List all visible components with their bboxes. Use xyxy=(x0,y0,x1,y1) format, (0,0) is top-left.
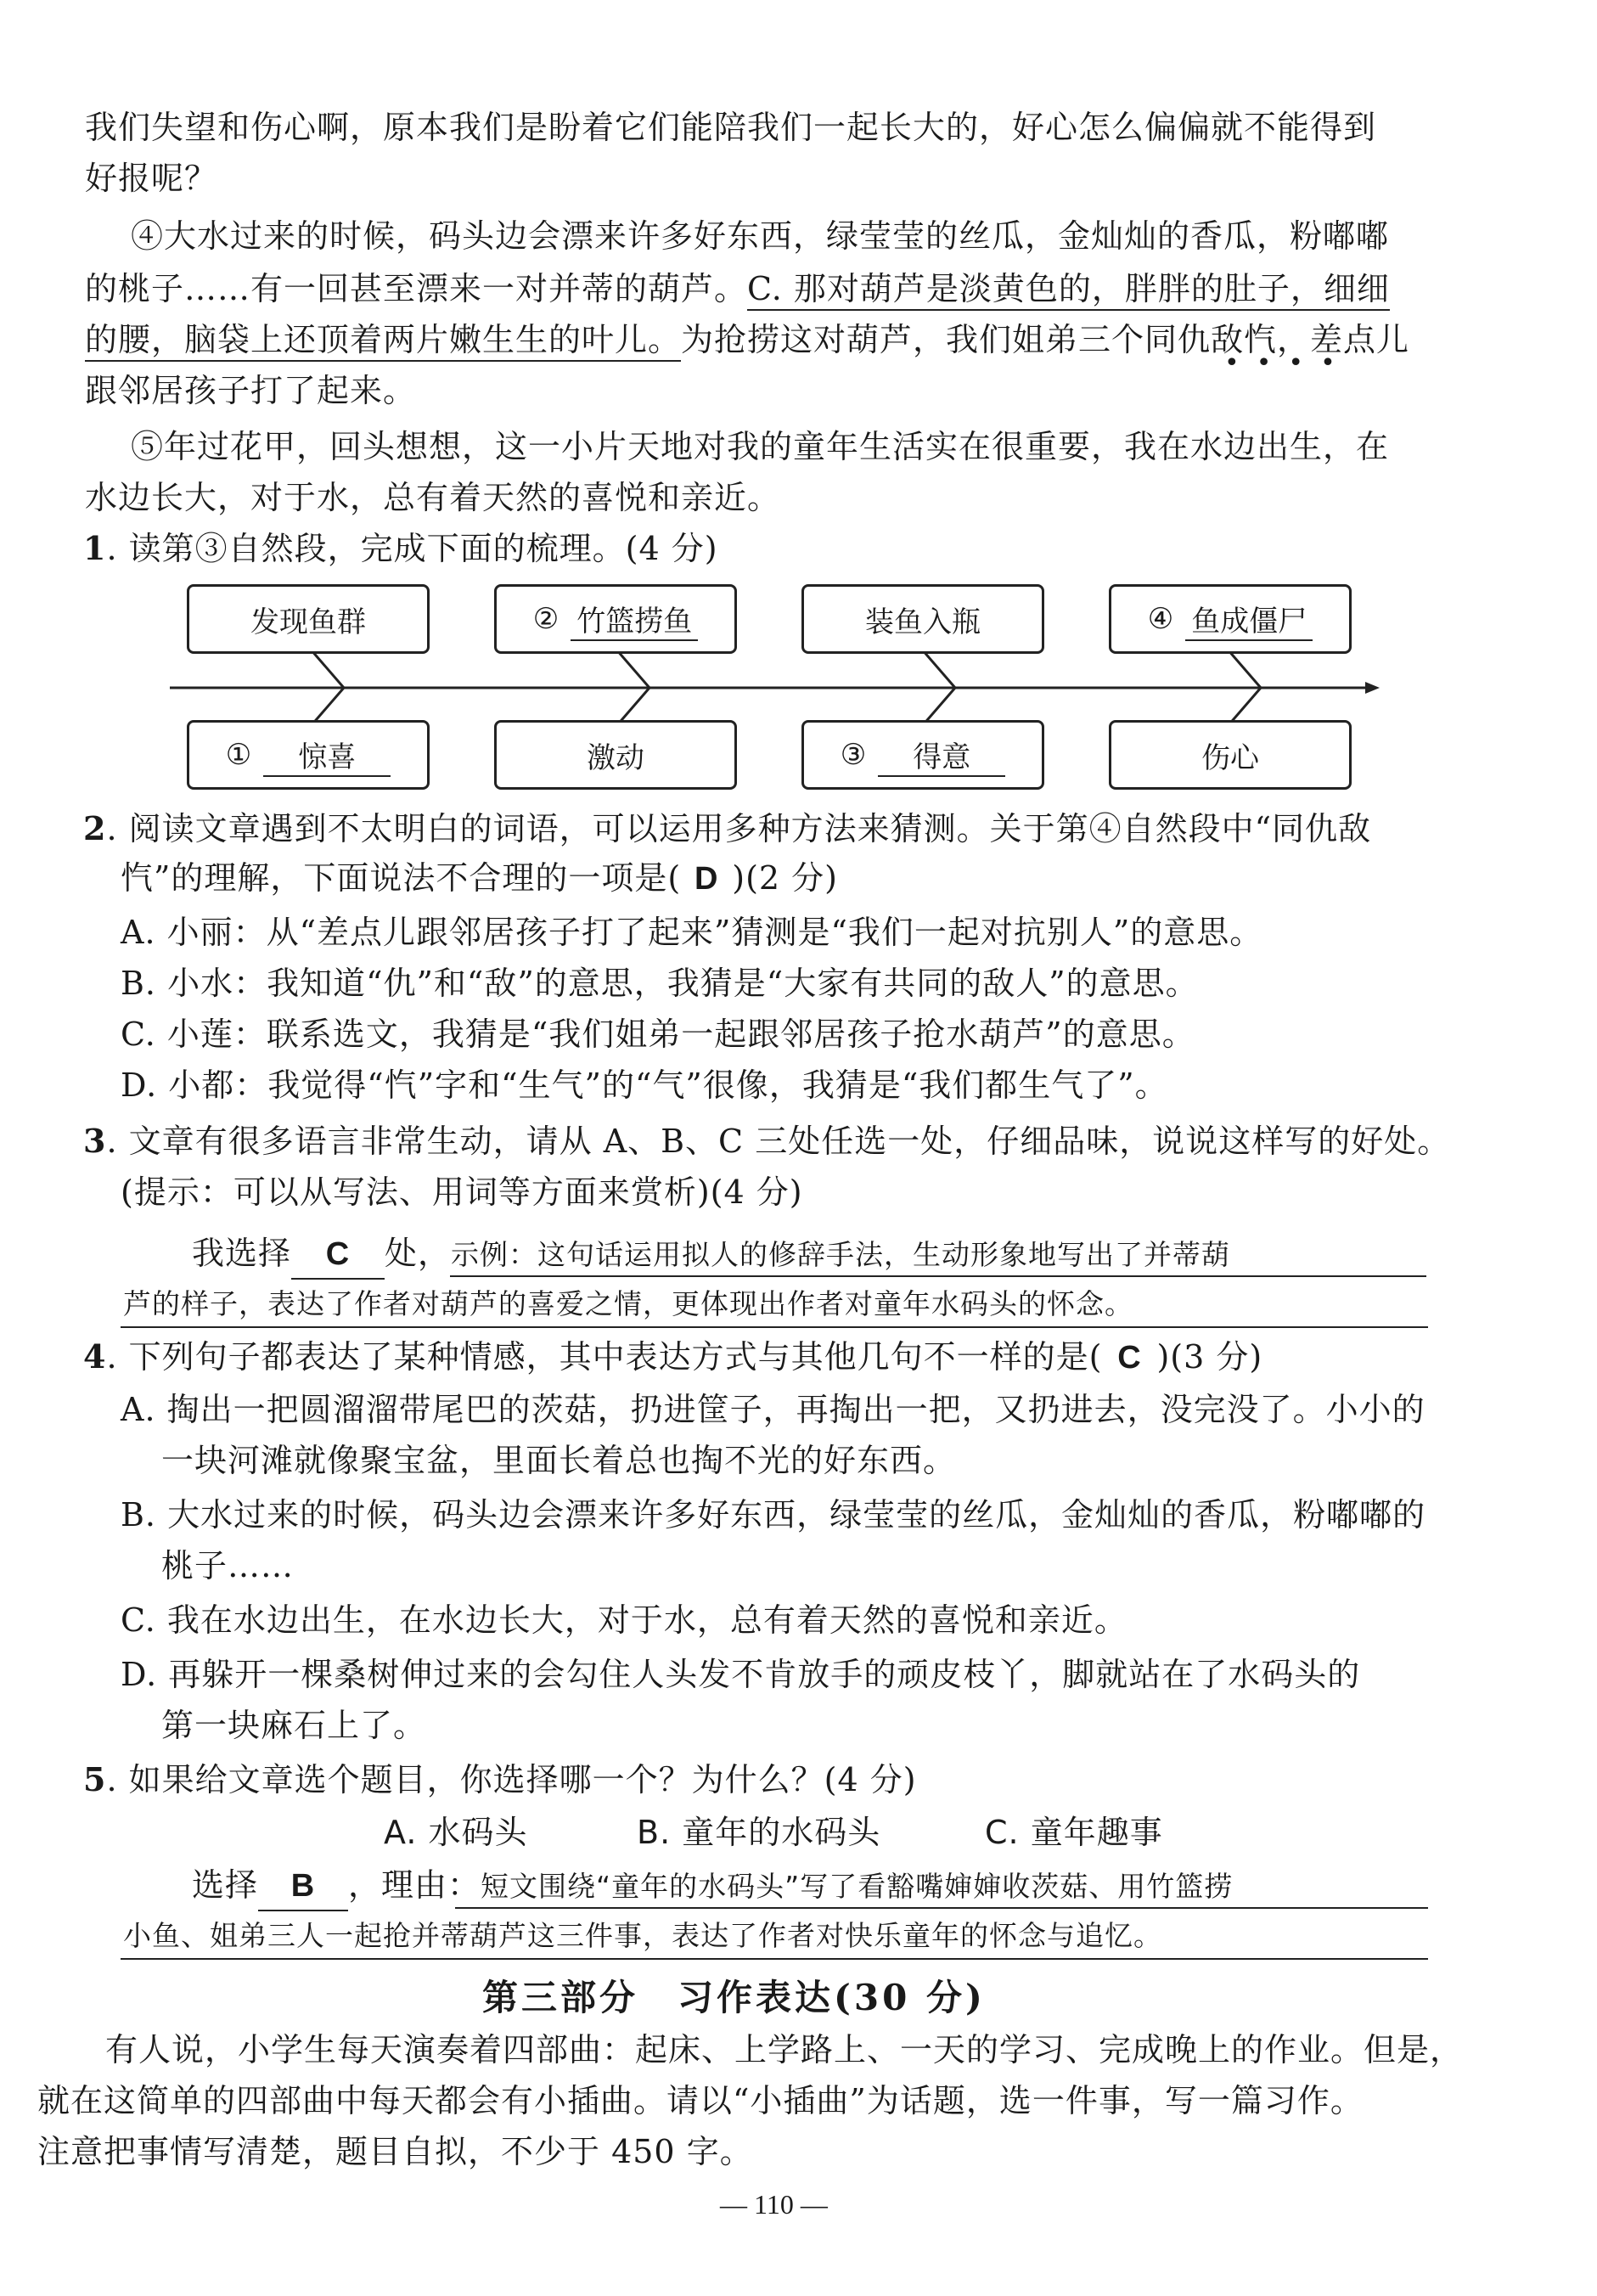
paragraph-4-line: 的腰，脑袋上还顶着两片嫩生生的叶儿。为抢捞这对葫芦，我们姐弟三个同仇敌忾，差点儿 xyxy=(85,316,1409,363)
answer-underline xyxy=(455,1907,1428,1909)
paragraph-4-line: 的桃子……有一回甚至漂来一对并蒂的葫芦。C. 那对葫芦是淡黄色的，胖胖的肚子，细细 xyxy=(85,265,1390,312)
question-2: 2. 阅读文章遇到不太明白的词语，可以运用多种方法来猜测。关于第④自然段中“同仇敌 xyxy=(83,809,1372,847)
option-continued: 一块河滩就像聚宝盆，里面长着总也掏不光的好东西。 xyxy=(161,1442,957,1479)
fishbone-top-box-3: 装鱼入瓶 xyxy=(801,584,1044,654)
question-5: 5. 如果给文章选个题目，你选择哪一个？为什么？(4 分) xyxy=(83,1760,917,1798)
option: D. 再躲开一棵桑树伸过来的会勾住人头发不肯放手的顽皮枝丫，脚就站在了水码头的 xyxy=(121,1656,1361,1693)
writing-prompt-line: 就在这简单的四部曲中每天都会有小插曲。请以“小插曲”为话题，选一件事，写一篇习作。 xyxy=(37,2082,1364,2119)
answer-underline xyxy=(121,1326,1428,1328)
dotted-idiom: 同仇敌忾 xyxy=(1144,321,1278,358)
title-choice-a: A. 水码头 xyxy=(384,1814,528,1851)
paragraph-4-line: 跟邻居孩子打了起来。 xyxy=(85,372,417,409)
answer-letter: B xyxy=(258,1862,348,1911)
spine-arrowhead xyxy=(1365,682,1380,694)
answer-underline xyxy=(450,1275,1426,1277)
title-choice-c: C. 童年趣事 xyxy=(985,1814,1163,1851)
fishbone-bottom-box-2: 激动 xyxy=(494,720,737,790)
option: B. 小水：我知道“仇”和“敌”的意思，我猜是“大家有共同的敌人”的意思。 xyxy=(121,965,1199,1002)
option: C. 我在水边出生，在水边长大，对于水，总有着天然的喜悦和亲近。 xyxy=(121,1601,1127,1639)
answer-letter: C xyxy=(1117,1340,1142,1376)
fishbone-bottom-box-3: ③ 得意 xyxy=(801,720,1044,790)
paragraph-line: 好报呢？ xyxy=(85,160,218,197)
paragraph-line: 我们失望和伤心啊，原本我们是盼着它们能陪我们一起长大的，好心怎么偏偏就不能得到 xyxy=(85,109,1377,146)
page-number: — 110 — xyxy=(720,2189,828,2220)
question-4: 4. 下列句子都表达了某种情感，其中表达方式与其他几句不一样的是( C )(3 分) xyxy=(83,1333,1262,1382)
paragraph-5-line: ⑤年过花甲，回头想想，这一小片天地对我的童年生活实在很重要，我在水边出生，在 xyxy=(131,428,1390,465)
paragraph-4-line: ④大水过来的时候，码头边会漂来许多好东西，绿莹莹的丝瓜，金灿灿的香瓜，粉嘟嘟 xyxy=(131,217,1390,255)
answer-letter: C xyxy=(291,1230,385,1280)
option: A. 掏出一把圆溜溜带尾巴的茨菇，扔进筐子，再掏出一把，又扔进去，没完没了。小小的 xyxy=(121,1391,1425,1428)
fishbone-top-box-2: ② 竹篮捞鱼 xyxy=(494,584,737,654)
writing-prompt-line: 注意把事情写清楚，题目自拟，不少于 450 字。 xyxy=(37,2133,753,2170)
writing-prompt-line: 有人说，小学生每天演奏着四部曲：起床、上学路上、一天的学习、完成晚上的作业。但是， xyxy=(105,2031,1464,2068)
answer-line: 我选择 C 处，示例：这句话运用拟人的修辞手法，生动形象地写出了并蒂葫 xyxy=(192,1230,1230,1280)
question-3: 3. 文章有很多语言非常生动，请从 A、B、C 三处任选一处，仔细品味，说说这样写的好处。 xyxy=(83,1122,1451,1160)
question-2-line: 忾”的理解，下面说法不合理的一项是( D )(2 分) xyxy=(121,854,838,903)
question-1: 1. 读第③自然段，完成下面的梳理。(4 分) xyxy=(83,529,718,567)
answer-underline xyxy=(121,1958,1428,1960)
answer-letter: D xyxy=(694,861,719,897)
option: B. 大水过来的时候，码头边会漂来许多好东西，绿莹莹的丝瓜，金灿灿的香瓜，粉嘟嘟的 xyxy=(121,1496,1426,1533)
handwritten-answer: 芦的样子，表达了作者对葫芦的喜爱之情，更体现出作者对童年水码头的怀念。 xyxy=(123,1287,1133,1320)
option: D. 小都：我觉得“忾”字和“生气”的“气”很像，我猜是“我们都生气了”。 xyxy=(121,1066,1168,1104)
fishbone-top-box-4: ④ 鱼成僵尸 xyxy=(1109,584,1352,654)
option: C. 小莲：联系选文，我猜是“我们姐弟一起跟邻居孩子抢水葫芦”的意思。 xyxy=(121,1016,1195,1053)
option-continued: 第一块麻石上了。 xyxy=(161,1707,427,1744)
sentence-c-underlined: 的腰，脑袋上还顶着两片嫩生生的叶儿。 xyxy=(85,321,681,362)
handwritten-answer: 示例：这句话运用拟人的修辞手法，生动形象地写出了并蒂葫 xyxy=(451,1238,1231,1271)
question-3-hint: (提示：可以从写法、用词等方面来赏析)(4 分) xyxy=(121,1173,803,1211)
paragraph-5-line: 水边长大，对于水，总有着天然的喜悦和亲近。 xyxy=(85,479,781,516)
option: A. 小丽：从“差点儿跟邻居孩子打了起来”猜测是“我们一起对抗别人”的意思。 xyxy=(121,914,1263,951)
title-choice-b: B. 童年的水码头 xyxy=(637,1814,881,1851)
fishbone-bottom-box-4: 伤心 xyxy=(1109,720,1352,790)
option-continued: 桃子…… xyxy=(161,1547,295,1584)
answer-line: 选择 B ，理由：短文围绕“童年的水码头”写了看豁嘴婶婶收茨菇、用竹篮捞 xyxy=(192,1861,1233,1911)
sentence-c-underlined: C. 那对葫芦是淡黄色的，胖胖的肚子，细细 xyxy=(747,270,1390,311)
handwritten-answer: 小鱼、姐弟三人一起抢并蒂葫芦这三件事，表达了作者对快乐童年的怀念与追忆。 xyxy=(123,1919,1162,1952)
emphasis-dots: •••• xyxy=(1224,348,1352,378)
fishbone-top-box-1: 发现鱼群 xyxy=(187,584,430,654)
handwritten-answer: 短文围绕“童年的水码头”写了看豁嘴婶婶收茨菇、用竹篮捞 xyxy=(481,1870,1234,1903)
fishbone-bottom-box-1: ① 惊喜 xyxy=(187,720,430,790)
section-title: 第三部分 习作表达(30 分) xyxy=(482,1977,986,2018)
